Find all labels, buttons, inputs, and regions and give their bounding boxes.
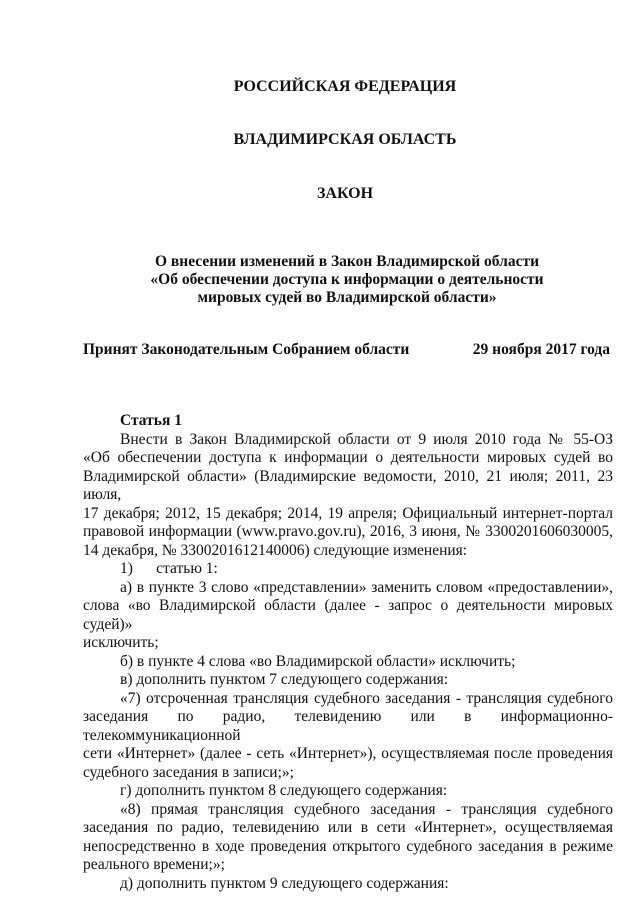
text-line: заседания по радио, телевидению или в сети «Интернет», осуществляемая	[83, 819, 613, 836]
text-line: непосредственно в ходе проведения открытого судебного заседания в режиме	[83, 837, 613, 855]
text-line: сети «Интернет» (далее - сеть «Интернет»), осуществляемая после проведения	[83, 745, 613, 762]
text-line: в) дополнить пунктом 7 следующего содержания:	[120, 671, 449, 688]
article-heading: Статья 1	[120, 412, 182, 429]
text-line: Владимирской области» (Владимирские ведомости, 2010, 21 июля; 2011, 23 июля,	[83, 467, 613, 503]
text-line: слова «во Владимирской области (далее - запрос о деятельности мировых судей)»	[83, 597, 613, 633]
law-title-line: О внесении изменений в Закон Владимирской области	[154, 253, 540, 270]
text-line: заседания по радио, телевидению или в информационно-телекоммуникационной	[83, 708, 613, 744]
adopted-by: Принят Законодательным Собранием области	[83, 341, 410, 358]
text-line: «8) прямая трансляция судебного заседания - трансляция судебного	[120, 800, 613, 818]
adoption-line	[83, 341, 610, 359]
text-line: «Об обеспечении доступа к информации о деятельности мировых судей во	[83, 449, 613, 466]
text-line: г) дополнить пунктом 8 следующего содержания:	[120, 782, 448, 799]
text-line: 17 декабря; 2012, 15 декабря; 2014, 19 апреля; Официальный интернет-портал	[83, 504, 613, 522]
region-heading: ВЛАДИМИРСКАЯ ОБЛАСТЬ	[233, 131, 457, 148]
text-line: б) в пункте 4 слова «во Владимирской области» исключить;	[120, 652, 516, 670]
article-body	[83, 412, 613, 893]
text-line: «7) отсроченная трансляция судебного заседания - трансляция судебного	[120, 689, 613, 707]
text-line: д) дополнить пунктом 9 следующего содержания:	[120, 874, 449, 892]
text-line: исключить;	[83, 634, 159, 651]
text-line: а) в пункте 3 слово «представлении» заменить словом «предоставлении»,	[120, 578, 613, 596]
law-title-line: мировых судей во Владимирской области»	[197, 289, 497, 306]
country-heading: РОССИЙСКАЯ ФЕДЕРАЦИЯ	[233, 78, 457, 95]
text-line: Внести в Закон Владимирской области от 9 июля 2010 года № 55-ОЗ	[120, 430, 613, 448]
text-line: реального времени;»;	[83, 856, 225, 873]
law-title-line: «Об обеспечении доступа к информации о деятельности	[150, 271, 544, 288]
adoption-date: 29 ноября 2017 года	[472, 341, 610, 358]
text-line: 14 декабря, № 3300201612140006) следующие изменения:	[83, 541, 468, 559]
text-line: правовой информации (www.pravo.gov.ru), 2016, 3 июня, № 3300201606030005,	[83, 523, 613, 540]
text-line: 1) статью 1:	[120, 560, 218, 577]
document-type-heading: ЗАКОН	[316, 185, 374, 202]
text-line: судебного заседания в записи;»;	[83, 763, 294, 781]
